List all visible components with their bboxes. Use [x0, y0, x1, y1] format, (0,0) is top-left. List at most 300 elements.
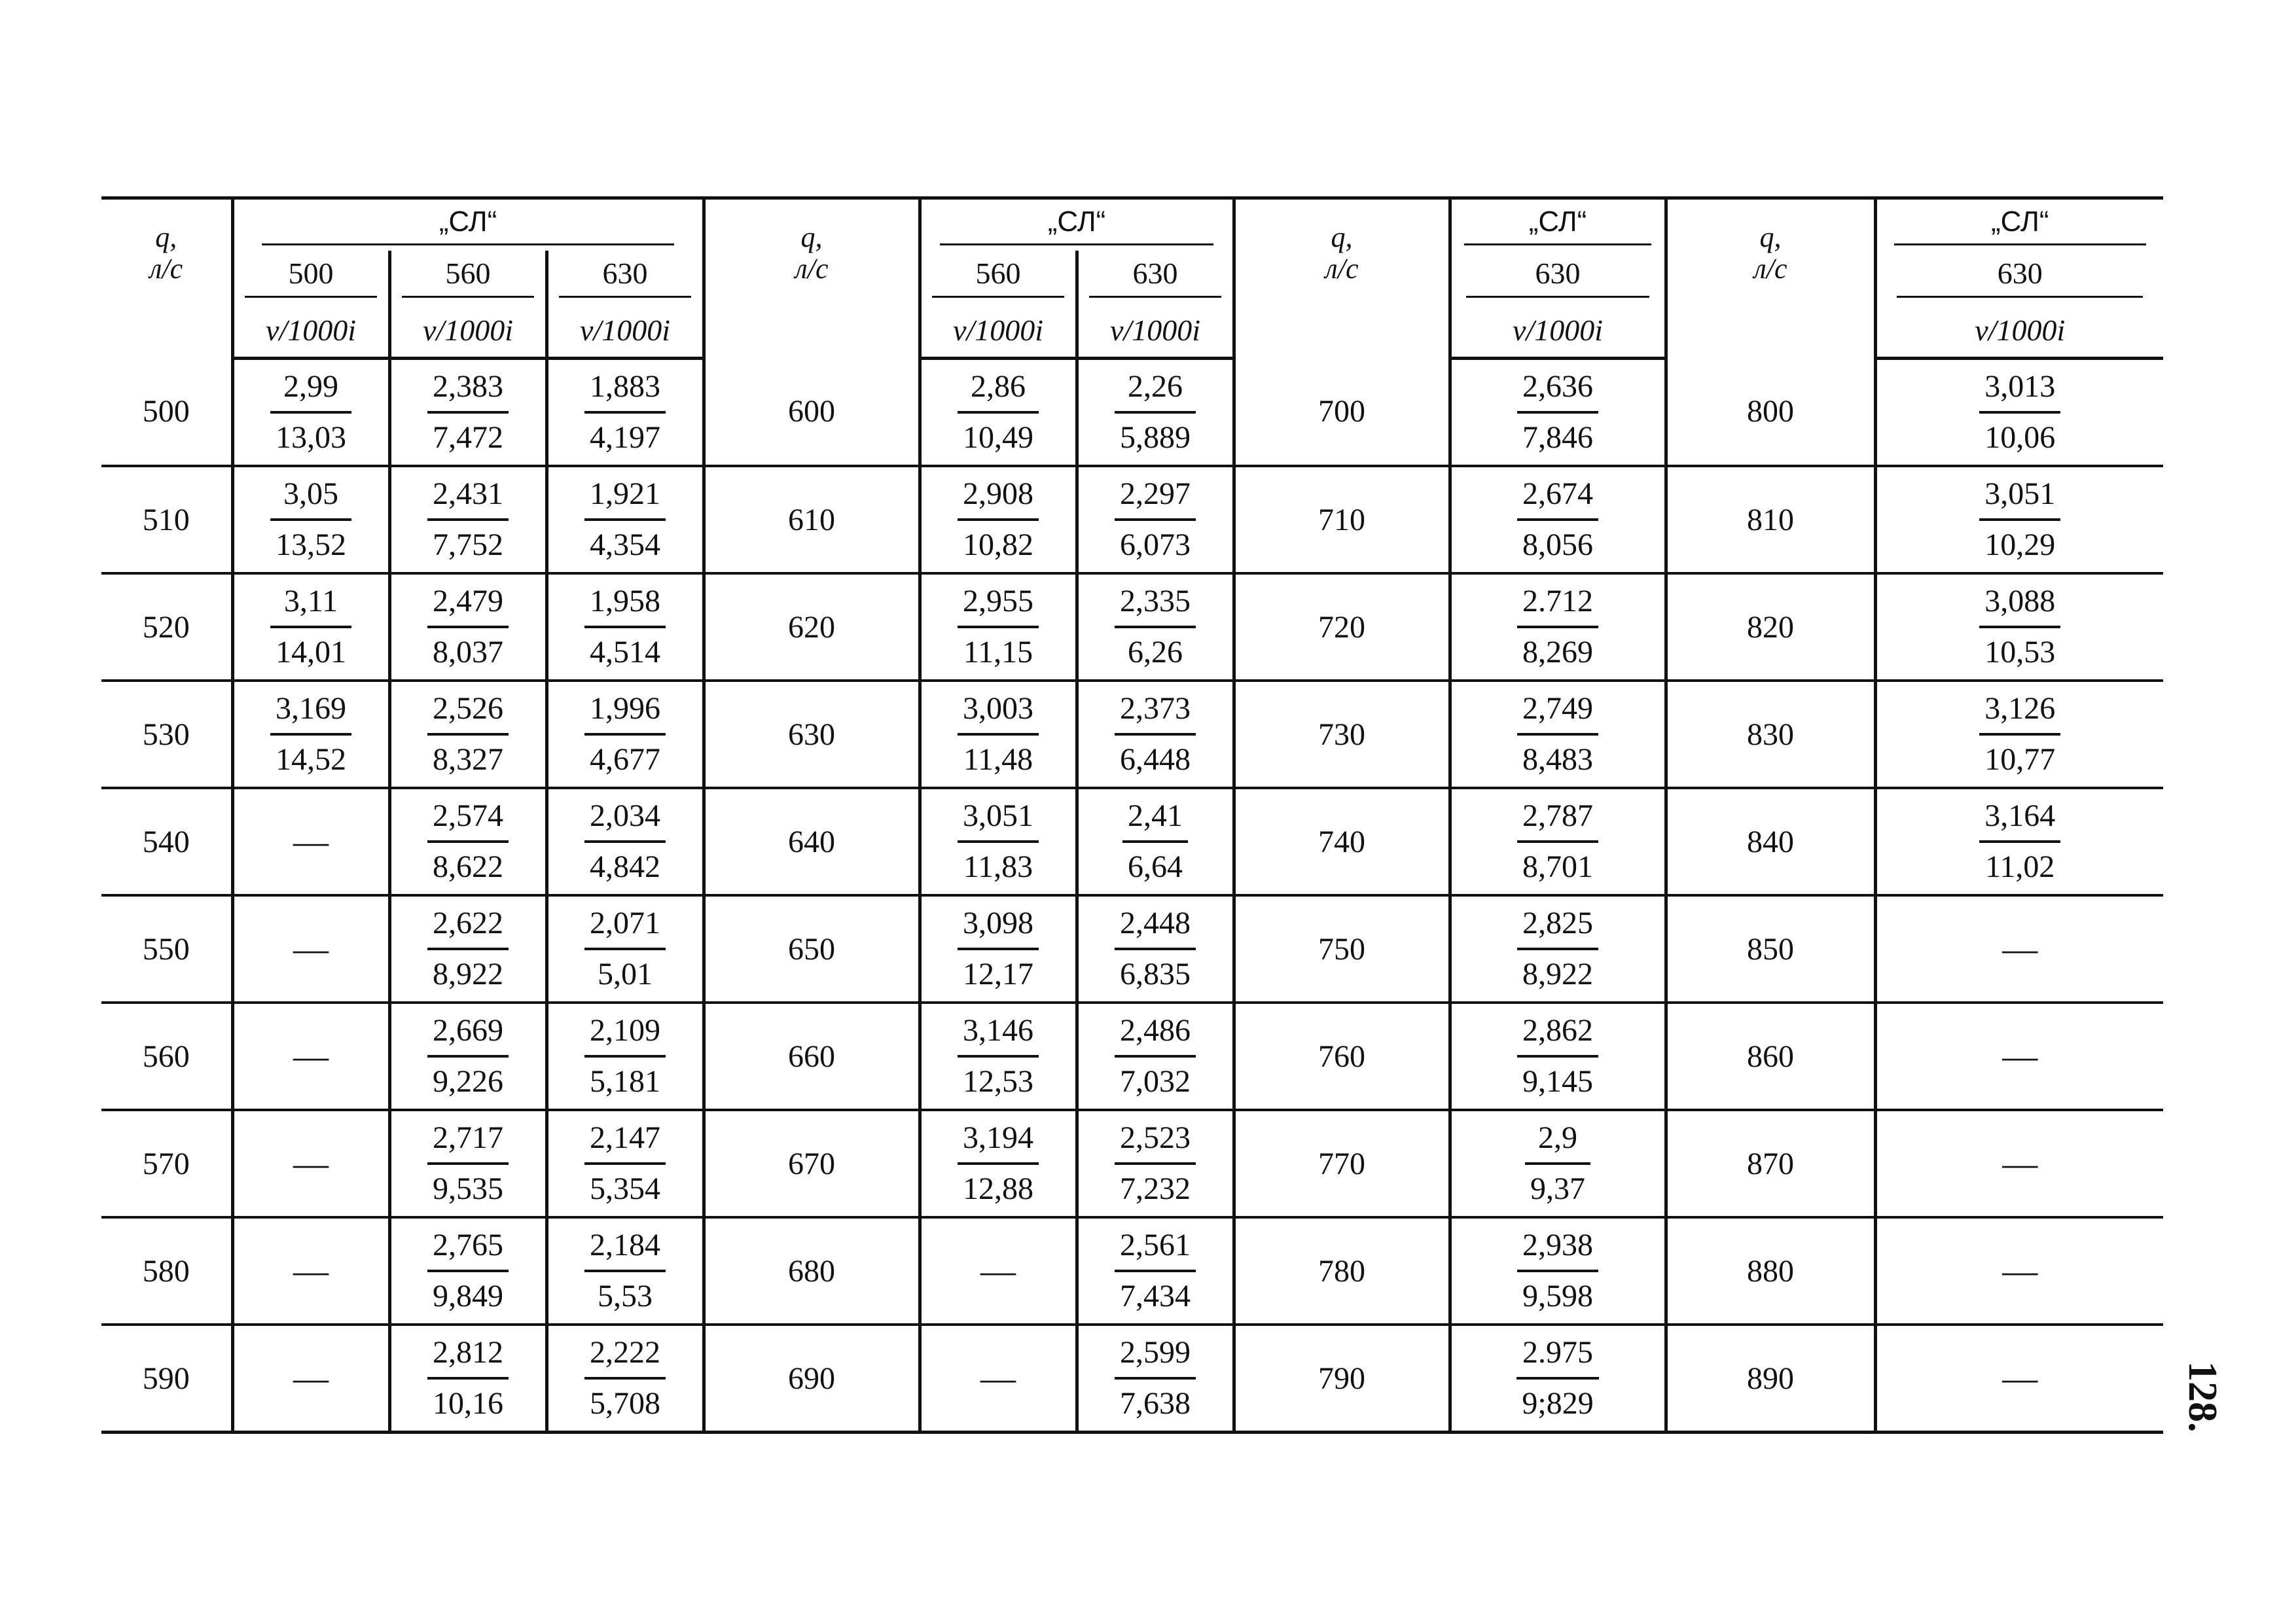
flow-value: 810 [1666, 466, 1875, 573]
velocity-value: 2,938 [1517, 1225, 1598, 1272]
table-row [101, 1217, 2163, 1325]
slope-value: 9,849 [433, 1279, 503, 1313]
slope-value: 12,53 [963, 1064, 1034, 1099]
slope-value: 10,16 [433, 1386, 503, 1421]
diameter-label: 630 [1897, 256, 2143, 298]
slope-value: 9,226 [433, 1064, 503, 1099]
brand-label: „СЛ“ [262, 205, 673, 245]
q-header [704, 198, 920, 359]
value-cell [232, 681, 389, 788]
slope-value: 10,29 [1984, 527, 2056, 562]
flow-value: 790 [1234, 1325, 1450, 1433]
slope-value: 13,52 [276, 527, 346, 562]
velocity-value: 2,674 [1517, 474, 1598, 521]
q-header-unit: л/с [1753, 253, 1787, 285]
q-header-unit: л/с [1325, 253, 1359, 285]
value-cell [920, 1110, 1077, 1217]
value-cell [920, 573, 1077, 681]
table-row [101, 895, 2163, 1003]
velocity-value: 3,098 [958, 903, 1039, 950]
empty-dash: — [293, 822, 329, 861]
flow-value: 620 [704, 573, 920, 681]
flow-value: 710 [1234, 466, 1450, 573]
brand-label: „СЛ“ [1464, 205, 1651, 245]
fraction [584, 903, 666, 995]
fraction [584, 688, 666, 780]
fraction [1115, 1332, 1196, 1424]
flow-value: 680 [704, 1217, 920, 1325]
fraction [1517, 366, 1598, 458]
velocity-value: 1,958 [584, 581, 666, 628]
q-header-unit: л/с [149, 253, 183, 285]
fraction [1979, 474, 2060, 565]
velocity-value: 3,194 [958, 1118, 1039, 1165]
value-cell [920, 681, 1077, 788]
value-cell [547, 466, 704, 573]
value-cell [547, 681, 704, 788]
velocity-value: 2,486 [1115, 1010, 1196, 1058]
empty-dash: — [2002, 929, 2038, 969]
value-cell [1077, 681, 1234, 788]
velocity-value: 2,717 [427, 1118, 509, 1165]
empty-dash: — [980, 1359, 1016, 1398]
slope-value: 11,15 [963, 635, 1033, 669]
flow-value: 750 [1234, 895, 1450, 1003]
empty-dash: — [2002, 1251, 2038, 1291]
velocity-value: 2,99 [270, 366, 351, 414]
fraction [1115, 474, 1196, 565]
fraction [1525, 1118, 1590, 1209]
value-cell [547, 1003, 704, 1110]
diameter-header [232, 251, 389, 303]
value-cell [1875, 466, 2163, 573]
flow-value: 690 [704, 1325, 920, 1433]
value-cell [232, 1003, 389, 1110]
fraction [427, 903, 509, 995]
value-cell [232, 1325, 389, 1433]
fraction [1115, 903, 1196, 995]
table-row [101, 466, 2163, 573]
value-cell [389, 1217, 547, 1325]
value-cell [547, 895, 704, 1003]
value-cell [1077, 1325, 1234, 1433]
slope-value: 9,37 [1530, 1171, 1586, 1206]
q-header-label: q, [800, 221, 823, 253]
velocity-slope-header: v/1000i [547, 303, 704, 359]
value-cell [389, 573, 547, 681]
velocity-value: 2,034 [584, 796, 666, 843]
value-cell [1875, 788, 2163, 895]
value-cell [1077, 466, 1234, 573]
flow-value: 590 [142, 1361, 190, 1396]
value-cell [547, 359, 704, 467]
velocity-value: 2,669 [427, 1010, 509, 1058]
velocity-value: 3,169 [270, 688, 351, 736]
slope-value: 5,354 [590, 1171, 661, 1206]
value-cell [1450, 788, 1666, 895]
velocity-value: 2,109 [584, 1010, 666, 1058]
velocity-value: 2,765 [427, 1225, 509, 1272]
slope-value: 7,752 [433, 527, 503, 562]
value-cell [1450, 1325, 1666, 1433]
flow-value: 850 [1666, 895, 1875, 1003]
velocity-slope-header: v/1000i [920, 303, 1077, 359]
table-row [101, 1110, 2163, 1217]
value-cell [547, 573, 704, 681]
empty-dash: — [2002, 1037, 2038, 1076]
velocity-slope-header: v/1000i [1077, 303, 1234, 359]
fraction [270, 581, 351, 673]
velocity-value: 2,526 [427, 688, 509, 736]
fraction [1517, 1225, 1598, 1317]
brand-label: „СЛ“ [940, 205, 1213, 245]
slope-value: 9;829 [1522, 1386, 1594, 1421]
fraction [1115, 581, 1196, 673]
velocity-value: 2,184 [584, 1225, 666, 1272]
value-cell [1450, 681, 1666, 788]
value-cell [232, 895, 389, 1003]
value-cell [1875, 573, 2163, 681]
fraction [584, 1332, 666, 1424]
velocity-value: 2,147 [584, 1118, 666, 1165]
slope-value: 8,483 [1522, 742, 1594, 777]
value-cell [232, 359, 389, 467]
slope-value: 8,622 [433, 849, 503, 884]
velocity-value: 2,335 [1115, 581, 1196, 628]
value-cell [232, 573, 389, 681]
fraction [1115, 1010, 1196, 1102]
velocity-value: 1,921 [584, 474, 666, 521]
value-cell [1077, 573, 1234, 681]
empty-dash: — [293, 1251, 329, 1291]
velocity-value: 1,883 [584, 366, 666, 414]
q-header-label: q, [1331, 221, 1353, 253]
velocity-value: 2,812 [427, 1332, 509, 1380]
value-cell [1077, 359, 1234, 467]
velocity-value: 3,013 [1979, 366, 2060, 414]
velocity-value: 2,26 [1115, 366, 1196, 414]
diameter-header [547, 251, 704, 303]
value-cell [1077, 1110, 1234, 1217]
value-cell [1875, 1110, 2163, 1217]
velocity-value: 2,071 [584, 903, 666, 950]
fraction [958, 796, 1039, 887]
diameter-header [1450, 251, 1666, 303]
value-cell [920, 1217, 1077, 1325]
brand-header [232, 198, 704, 251]
value-cell [1875, 1003, 2163, 1110]
velocity-value: 1,996 [584, 688, 666, 736]
slope-value: 7,032 [1120, 1064, 1191, 1099]
slope-value: 8,056 [1522, 527, 1594, 562]
fraction [1122, 796, 1188, 887]
fraction [584, 1225, 666, 1317]
value-cell [1875, 895, 2163, 1003]
velocity-value: 2,479 [427, 581, 509, 628]
fraction [958, 688, 1039, 780]
velocity-value: 2,622 [427, 903, 509, 950]
velocity-value: 2,561 [1115, 1225, 1196, 1272]
slope-value: 11,02 [1985, 849, 2055, 884]
value-cell [1077, 895, 1234, 1003]
slope-value: 6,835 [1120, 957, 1191, 991]
flow-value: 530 [101, 681, 232, 788]
value-cell [547, 1325, 704, 1433]
flow-value: 820 [1666, 573, 1875, 681]
value-cell [920, 359, 1077, 467]
slope-value: 5,181 [590, 1064, 661, 1099]
velocity-value: 3,051 [1979, 474, 2060, 521]
fraction [427, 474, 509, 565]
fraction [427, 1010, 509, 1102]
slope-value: 11,48 [963, 742, 1033, 777]
flow-value: 740 [1234, 788, 1450, 895]
fraction [427, 366, 509, 458]
flow-value: 880 [1666, 1217, 1875, 1325]
flow-value: 570 [101, 1110, 232, 1217]
value-cell [1450, 466, 1666, 573]
fraction [427, 1118, 509, 1209]
fraction [270, 688, 351, 780]
flow-value: 600 [704, 359, 920, 467]
empty-dash: — [293, 929, 329, 969]
table-row [101, 1003, 2163, 1110]
flow-value: 500 [101, 359, 232, 467]
brand-header [920, 198, 1234, 251]
velocity-value: 3,126 [1979, 688, 2060, 736]
slope-value: 7,472 [433, 420, 503, 455]
diameter-label: 630 [559, 256, 691, 298]
velocity-value: 2,431 [427, 474, 509, 521]
diameter-header [1077, 251, 1234, 303]
q-header-unit: л/с [795, 253, 829, 285]
value-cell [1450, 359, 1666, 467]
value-cell [232, 466, 389, 573]
value-cell [389, 466, 547, 573]
flow-value: 650 [704, 895, 920, 1003]
diameter-label: 630 [1466, 256, 1649, 298]
fraction [1979, 688, 2060, 780]
value-cell [1450, 1217, 1666, 1325]
q-header-label: q, [155, 221, 177, 253]
slope-value: 7,846 [1522, 420, 1594, 455]
velocity-value: 2,297 [1115, 474, 1196, 521]
fraction [427, 1332, 509, 1424]
velocity-value: 2,825 [1517, 903, 1598, 950]
flow-value: 640 [704, 788, 920, 895]
velocity-value: 2,787 [1517, 796, 1598, 843]
flow-value: 840 [1666, 788, 1875, 895]
value-cell [1450, 1110, 1666, 1217]
table-row [101, 681, 2163, 788]
fraction [584, 366, 666, 458]
velocity-value: 3,146 [958, 1010, 1039, 1058]
value-cell [389, 788, 547, 895]
slope-value: 12,17 [963, 957, 1034, 991]
flow-value: 800 [1666, 359, 1875, 467]
fraction [1979, 581, 2060, 673]
flow-value: 890 [1666, 1325, 1875, 1433]
value-cell [1875, 1217, 2163, 1325]
fraction [270, 366, 351, 458]
brand-header [1875, 198, 2163, 251]
velocity-value: 2,41 [1122, 796, 1188, 843]
slope-value: 8,327 [433, 742, 503, 777]
flow-value: 870 [1666, 1110, 1875, 1217]
velocity-value: 2,86 [958, 366, 1039, 414]
slope-value: 5,889 [1120, 420, 1191, 455]
slope-value: 10,77 [1984, 742, 2056, 777]
fraction [427, 688, 509, 780]
fraction [1517, 796, 1598, 887]
value-cell [389, 359, 547, 467]
slope-value: 4,514 [590, 635, 661, 669]
flow-value: 780 [1234, 1217, 1450, 1325]
slope-value: 11,83 [963, 849, 1033, 884]
fraction [427, 1225, 509, 1317]
empty-dash: — [2002, 1359, 2038, 1398]
flow-value: 730 [1234, 681, 1450, 788]
brand-header [1450, 198, 1666, 251]
fraction [584, 796, 666, 887]
velocity-value: 2,373 [1115, 688, 1196, 736]
slope-value: 6,26 [1128, 635, 1183, 669]
value-cell [920, 1003, 1077, 1110]
fraction [427, 581, 509, 673]
value-cell [389, 1110, 547, 1217]
slope-value: 14,52 [276, 742, 346, 777]
fraction [958, 903, 1039, 995]
flow-value: 560 [101, 1003, 232, 1110]
hydraulic-table [101, 196, 2163, 1434]
velocity-slope-header: v/1000i [232, 303, 389, 359]
value-cell [232, 788, 389, 895]
velocity-value: 2,574 [427, 796, 509, 843]
value-cell [1875, 359, 2163, 467]
diameter-label: 560 [402, 256, 534, 298]
q-header [101, 198, 232, 359]
flow-value: 830 [1666, 681, 1875, 788]
value-cell [389, 1003, 547, 1110]
fraction [958, 1010, 1039, 1102]
velocity-value: 3,05 [270, 474, 351, 521]
velocity-value: 3,003 [958, 688, 1039, 736]
slope-value: 12,88 [963, 1171, 1034, 1206]
fraction [1517, 1010, 1598, 1102]
velocity-value: 2,448 [1115, 903, 1196, 950]
flow-value: 610 [704, 466, 920, 573]
fraction [1115, 366, 1196, 458]
table-row [101, 788, 2163, 895]
flow-value: 670 [704, 1110, 920, 1217]
value-cell [1450, 895, 1666, 1003]
slope-value: 4,842 [590, 849, 661, 884]
value-cell [1875, 681, 2163, 788]
value-cell [1450, 573, 1666, 681]
value-cell [1077, 1003, 1234, 1110]
velocity-value: 2,636 [1517, 366, 1598, 414]
velocity-value: 3,088 [1979, 581, 2060, 628]
slope-value: 8,922 [1522, 957, 1594, 991]
slope-value: 5,53 [598, 1279, 653, 1313]
diameter-label: 630 [1089, 256, 1221, 298]
slope-value: 8,269 [1522, 635, 1594, 669]
empty-dash: — [980, 1251, 1016, 1291]
flow-value: 630 [704, 681, 920, 788]
velocity-value: 2,749 [1517, 688, 1598, 736]
flow-value: 700 [1234, 359, 1450, 467]
fraction [958, 581, 1039, 673]
flow-value: 540 [101, 788, 232, 895]
value-cell [920, 788, 1077, 895]
slope-value: 9,598 [1522, 1279, 1594, 1313]
slope-value: 4,354 [590, 527, 661, 562]
value-cell [920, 466, 1077, 573]
flow-value: 720 [1234, 573, 1450, 681]
diameter-label: 500 [245, 256, 377, 298]
value-cell [1875, 1325, 2163, 1433]
q-header [1666, 198, 1875, 359]
fraction [1979, 366, 2060, 458]
slope-value: 13,03 [276, 420, 346, 455]
fraction [584, 1010, 666, 1102]
flow-value: 860 [1666, 1003, 1875, 1110]
value-cell [920, 1325, 1077, 1433]
fraction [1115, 688, 1196, 780]
flow-value: 660 [704, 1003, 920, 1110]
value-cell [389, 1325, 547, 1433]
fraction [427, 796, 509, 887]
fraction [584, 581, 666, 673]
fraction [1517, 581, 1598, 673]
empty-dash: — [293, 1359, 329, 1398]
fraction [1115, 1225, 1196, 1317]
velocity-slope-header: v/1000i [1875, 303, 2163, 359]
slope-value: 8,037 [433, 635, 503, 669]
velocity-value: 3,11 [270, 581, 351, 628]
diameter-header [389, 251, 547, 303]
value-cell [232, 1217, 389, 1325]
slope-value: 14,01 [276, 635, 346, 669]
value-cell [547, 1110, 704, 1217]
q-header-label: q, [1759, 221, 1782, 253]
fraction [1115, 1118, 1196, 1209]
slope-value: 4,197 [590, 420, 661, 455]
empty-dash: — [2002, 1144, 2038, 1183]
value-cell [1077, 1217, 1234, 1325]
fraction [958, 366, 1039, 458]
value-cell [920, 895, 1077, 1003]
value-cell [1450, 1003, 1666, 1110]
value-cell [232, 1110, 389, 1217]
flow-value: 510 [101, 466, 232, 573]
slope-value: 10,49 [963, 420, 1034, 455]
fraction [958, 1118, 1039, 1209]
slope-value: 6,073 [1120, 527, 1191, 562]
flow-value: 520 [101, 573, 232, 681]
velocity-value: 2,523 [1115, 1118, 1196, 1165]
slope-value: 9,145 [1522, 1064, 1594, 1099]
empty-dash: — [293, 1144, 329, 1183]
slope-value: 6,64 [1128, 849, 1183, 884]
velocity-slope-header: v/1000i [389, 303, 547, 359]
slope-value: 8,701 [1522, 849, 1594, 884]
page-number: 128. [2180, 1361, 2225, 1433]
brand-label: „СЛ“ [1894, 205, 2146, 245]
velocity-value: 2,383 [427, 366, 509, 414]
fraction [270, 474, 351, 565]
fraction [584, 1118, 666, 1209]
